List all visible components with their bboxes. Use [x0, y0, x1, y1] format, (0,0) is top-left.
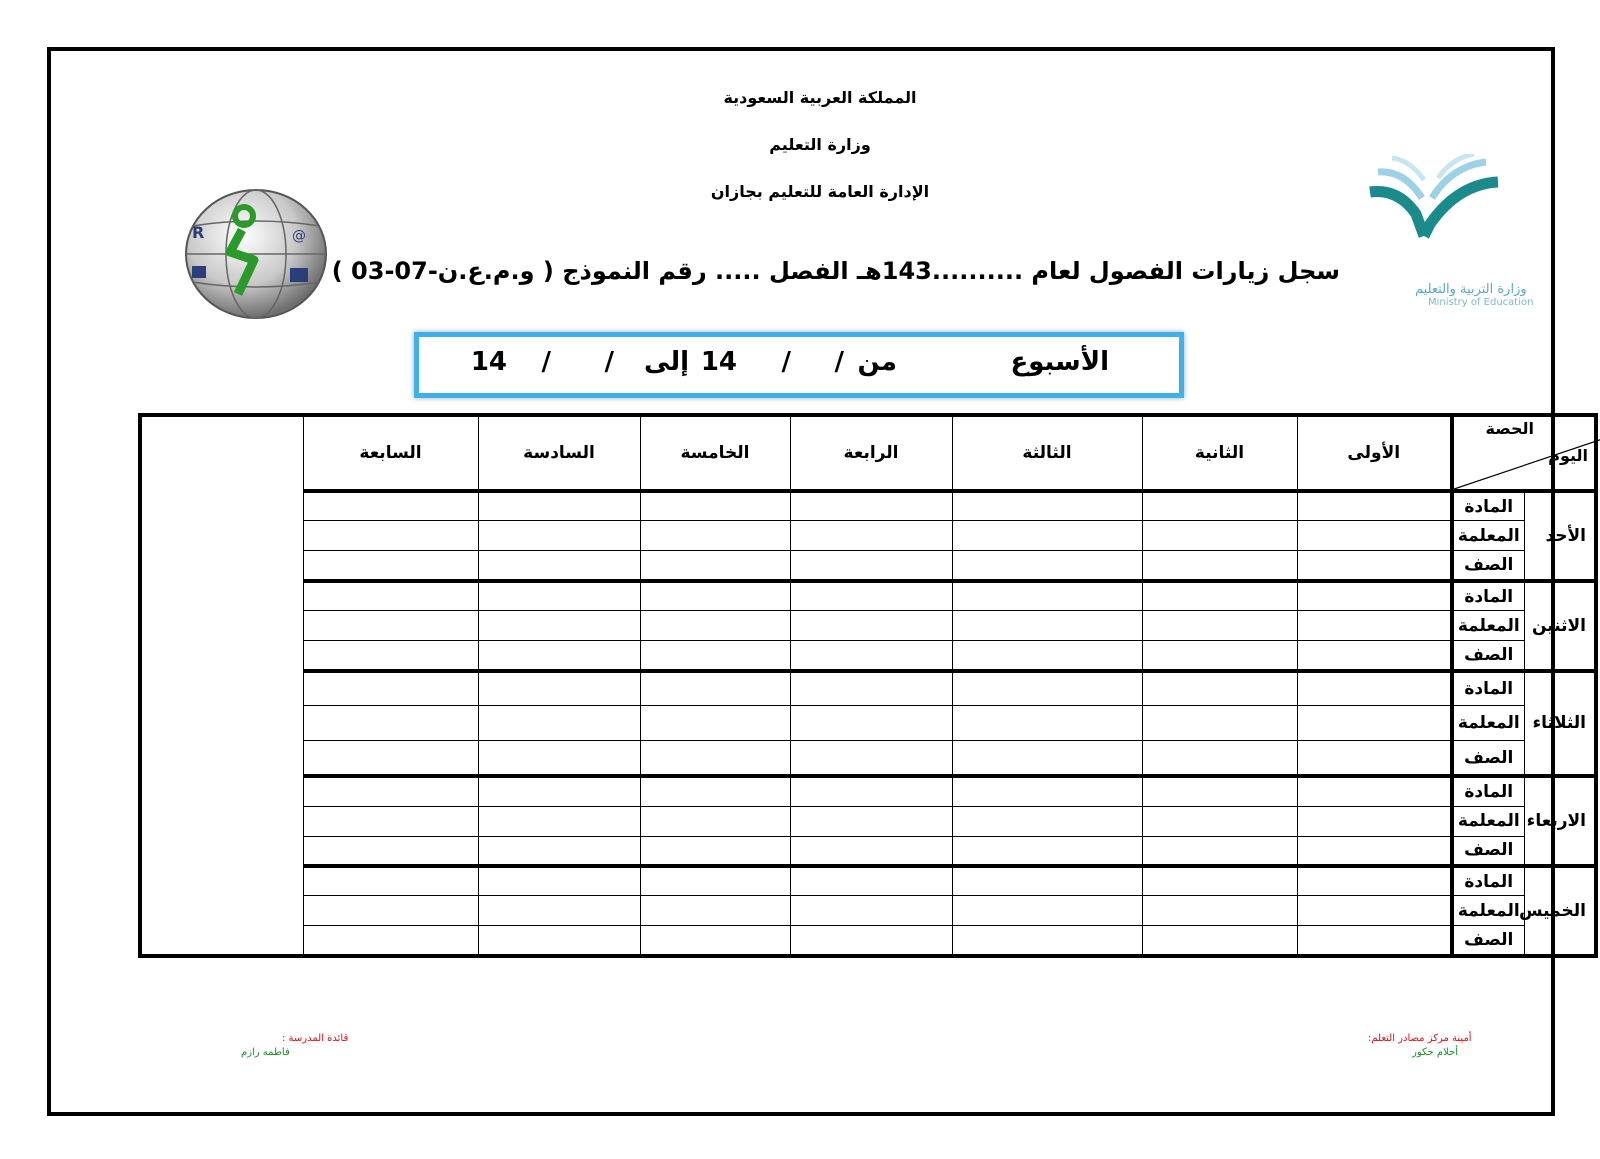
schedule-cell[interactable] — [790, 641, 952, 671]
schedule-cell[interactable] — [1142, 926, 1297, 956]
schedule-cell[interactable] — [640, 836, 790, 866]
schedule-cell[interactable] — [303, 641, 478, 671]
row-label: المعلمة — [1452, 706, 1524, 741]
schedule-cell[interactable] — [1142, 896, 1297, 926]
schedule-cell[interactable] — [1297, 491, 1452, 521]
schedule-cell[interactable] — [478, 641, 640, 671]
schedule-cell[interactable] — [1142, 491, 1297, 521]
schedule-cell[interactable] — [790, 706, 952, 741]
schedule-cell[interactable] — [790, 926, 952, 956]
learning-resources-logo — [182, 186, 330, 326]
schedule-cell[interactable] — [1142, 706, 1297, 741]
week-from-year: 14 — [700, 347, 737, 377]
schedule-cell[interactable] — [640, 776, 790, 806]
schedule-cell[interactable] — [640, 741, 790, 776]
schedule-cell[interactable] — [640, 551, 790, 581]
schedule-cell[interactable] — [478, 776, 640, 806]
schedule-cell[interactable] — [640, 491, 790, 521]
day-label: الاثنين — [1524, 581, 1596, 671]
period-header: السادسة — [478, 415, 640, 491]
day-label: الأحد — [1524, 491, 1596, 581]
schedule-cell[interactable] — [303, 836, 478, 866]
header-ministry: وزارة التعليم — [769, 135, 871, 154]
row-label: المعلمة — [1452, 896, 1524, 926]
schedule-cell[interactable] — [952, 706, 1142, 741]
schedule-cell[interactable] — [640, 896, 790, 926]
table-row — [140, 866, 1596, 896]
table-row — [140, 836, 1596, 866]
schedule-cell[interactable] — [1297, 581, 1452, 611]
row-label: المعلمة — [1452, 521, 1524, 551]
schedule-cell[interactable] — [1142, 806, 1297, 836]
schedule-cell[interactable] — [1297, 611, 1452, 641]
schedule-cell[interactable] — [790, 491, 952, 521]
schedule-cell[interactable] — [790, 836, 952, 866]
schedule-cell[interactable] — [790, 671, 952, 706]
schedule-cell[interactable] — [478, 611, 640, 641]
schedule-cell[interactable] — [1297, 706, 1452, 741]
table-row — [140, 671, 1596, 706]
schedule-cell[interactable] — [640, 706, 790, 741]
week-from-label: من — [857, 347, 897, 377]
schedule-cell[interactable] — [952, 671, 1142, 706]
schedule-cell[interactable] — [1142, 641, 1297, 671]
week-to-year: 14 — [470, 347, 507, 377]
schedule-cell[interactable] — [478, 671, 640, 706]
schedule-cell[interactable] — [303, 581, 478, 611]
row-label: المعلمة — [1452, 806, 1524, 836]
table-corner-header — [1452, 415, 1596, 491]
schedule-cell[interactable] — [1142, 836, 1297, 866]
header-country: المملكة العربية السعودية — [723, 88, 917, 107]
week-to-label: إلى — [644, 347, 689, 377]
schedule-cell[interactable] — [640, 611, 790, 641]
schedule-cell[interactable] — [952, 581, 1142, 611]
row-label: المعلمة — [1452, 611, 1524, 641]
schedule-cell[interactable] — [790, 551, 952, 581]
schedule-cell[interactable] — [1297, 671, 1452, 706]
header-directorate: الإدارة العامة للتعليم بجازان — [710, 182, 930, 201]
schedule-cell[interactable] — [1297, 641, 1452, 671]
table-row — [140, 551, 1596, 581]
schedule-cell[interactable] — [303, 896, 478, 926]
corner-period-label: الحصة — [1485, 419, 1534, 438]
row-label: الصف — [1452, 926, 1524, 956]
schedule-cell[interactable] — [478, 896, 640, 926]
schedule-cell[interactable] — [790, 896, 952, 926]
schedule-cell[interactable] — [1297, 551, 1452, 581]
schedule-cell[interactable] — [1297, 806, 1452, 836]
day-label: الثلاثاء — [1524, 671, 1596, 776]
period-header: الثالثة — [952, 415, 1142, 491]
row-label: المادة — [1452, 671, 1524, 706]
schedule-cell[interactable] — [478, 706, 640, 741]
schedule-cell[interactable] — [1297, 776, 1452, 806]
schedule-cell[interactable] — [1297, 896, 1452, 926]
schedule-cell[interactable] — [478, 836, 640, 866]
svg-text:@: @ — [292, 228, 306, 244]
librarian-name: أحلام حكور — [1412, 1047, 1458, 1058]
schedule-cell[interactable] — [952, 741, 1142, 776]
date-separator: / — [834, 347, 844, 377]
schedule-cell[interactable] — [952, 926, 1142, 956]
schedule-cell[interactable] — [1142, 521, 1297, 551]
schedule-cell[interactable] — [303, 491, 478, 521]
schedule-cell[interactable] — [952, 611, 1142, 641]
row-label: الصف — [1452, 741, 1524, 776]
schedule-cell[interactable] — [478, 581, 640, 611]
week-label: الأسبوع — [1010, 347, 1109, 377]
table-row — [140, 776, 1596, 806]
day-label: الخميس — [1524, 866, 1596, 956]
schedule-cell[interactable] — [478, 491, 640, 521]
schedule-cell[interactable] — [790, 611, 952, 641]
schedule-cell[interactable] — [952, 776, 1142, 806]
date-separator: / — [781, 347, 791, 377]
schedule-cell[interactable] — [303, 806, 478, 836]
schedule-cell[interactable] — [1142, 866, 1297, 896]
period-header: الرابعة — [790, 415, 952, 491]
row-label: الصف — [1452, 641, 1524, 671]
period-header: الثانية — [1142, 415, 1297, 491]
corner-day-label: اليوم — [1548, 446, 1588, 465]
schedule-cell[interactable] — [1142, 611, 1297, 641]
schedule-cell[interactable] — [952, 491, 1142, 521]
table-row — [140, 706, 1596, 741]
schedule-cell[interactable] — [1297, 836, 1452, 866]
table-row — [140, 641, 1596, 671]
schedule-cell[interactable] — [640, 581, 790, 611]
schedule-cell[interactable] — [478, 926, 640, 956]
schedule-cell[interactable] — [1142, 581, 1297, 611]
form-title: سجل زيارات الفصول لعام ..........143هـ الفصل ..... رقم النموذج ( و.م.ع.ن-07-03 ) — [331, 257, 1340, 285]
row-label: الصف — [1452, 551, 1524, 581]
schedule-cell[interactable] — [478, 806, 640, 836]
schedule-cell[interactable] — [478, 741, 640, 776]
schedule-cell[interactable] — [303, 776, 478, 806]
ministry-name-arabic: وزارة التربية والتعليم — [1415, 282, 1527, 297]
schedule-cell[interactable] — [478, 551, 640, 581]
date-separator: / — [541, 347, 551, 377]
schedule-cell[interactable] — [952, 806, 1142, 836]
schedule-cell[interactable] — [1142, 671, 1297, 706]
schedule-cell[interactable] — [478, 521, 640, 551]
schedule-cell[interactable] — [952, 521, 1142, 551]
week-range-box — [414, 332, 1184, 398]
period-header: الأولى — [1297, 415, 1452, 491]
schedule-cell[interactable] — [640, 641, 790, 671]
schedule-cell[interactable] — [952, 551, 1142, 581]
svg-text:R: R — [192, 223, 205, 242]
schedule-cell[interactable] — [303, 866, 478, 896]
table-row — [140, 741, 1596, 776]
schedule-cell[interactable] — [952, 866, 1142, 896]
schedule-cell[interactable] — [303, 741, 478, 776]
row-label: المادة — [1452, 776, 1524, 806]
principal-name: فاطمه رازم — [241, 1047, 290, 1058]
schedule-cell[interactable] — [640, 521, 790, 551]
schedule-cell[interactable] — [640, 866, 790, 896]
table-body — [140, 491, 1596, 956]
schedule-cell[interactable] — [952, 896, 1142, 926]
visits-schedule-table — [138, 413, 1598, 958]
row-label: المادة — [1452, 581, 1524, 611]
schedule-cell[interactable] — [790, 741, 952, 776]
schedule-cell[interactable] — [1297, 866, 1452, 896]
schedule-cell[interactable] — [303, 926, 478, 956]
schedule-cell[interactable] — [790, 521, 952, 551]
principal-title: قائدة المدرسة : — [282, 1033, 349, 1044]
schedule-cell[interactable] — [478, 866, 640, 896]
librarian-title: أمينة مركز مصادر التعلم: — [1368, 1033, 1472, 1044]
schedule-cell[interactable] — [640, 926, 790, 956]
schedule-cell[interactable] — [952, 836, 1142, 866]
row-label: الصف — [1452, 836, 1524, 866]
ministry-name-english: Ministry of Education — [1428, 297, 1534, 308]
table-row — [140, 521, 1596, 551]
row-label: المادة — [1452, 491, 1524, 521]
schedule-cell[interactable] — [1297, 926, 1452, 956]
schedule-cell[interactable] — [1297, 521, 1452, 551]
schedule-cell[interactable] — [640, 671, 790, 706]
schedule-cell[interactable] — [952, 641, 1142, 671]
schedule-cell[interactable] — [790, 581, 952, 611]
schedule-cell[interactable] — [303, 611, 478, 641]
period-header: الخامسة — [640, 415, 790, 491]
schedule-cell[interactable] — [303, 551, 478, 581]
schedule-cell[interactable] — [303, 671, 478, 706]
schedule-cell[interactable] — [1297, 741, 1452, 776]
schedule-cell[interactable] — [1142, 551, 1297, 581]
date-separator: / — [604, 347, 614, 377]
day-label: الاربعاء — [1524, 776, 1596, 866]
schedule-cell[interactable] — [790, 776, 952, 806]
schedule-cell[interactable] — [790, 866, 952, 896]
table-row — [140, 806, 1596, 836]
schedule-cell[interactable] — [1142, 776, 1297, 806]
table-row — [140, 611, 1596, 641]
schedule-cell[interactable] — [640, 806, 790, 836]
schedule-cell[interactable] — [1142, 741, 1297, 776]
table-row — [140, 926, 1596, 956]
table-row — [140, 491, 1596, 521]
table-row — [140, 581, 1596, 611]
period-header: السابعة — [303, 415, 478, 491]
row-label: المادة — [1452, 866, 1524, 896]
schedule-cell[interactable] — [303, 521, 478, 551]
schedule-cell[interactable] — [303, 706, 478, 741]
schedule-cell[interactable] — [790, 806, 952, 836]
ministry-logo — [1368, 154, 1516, 268]
table-row — [140, 896, 1596, 926]
